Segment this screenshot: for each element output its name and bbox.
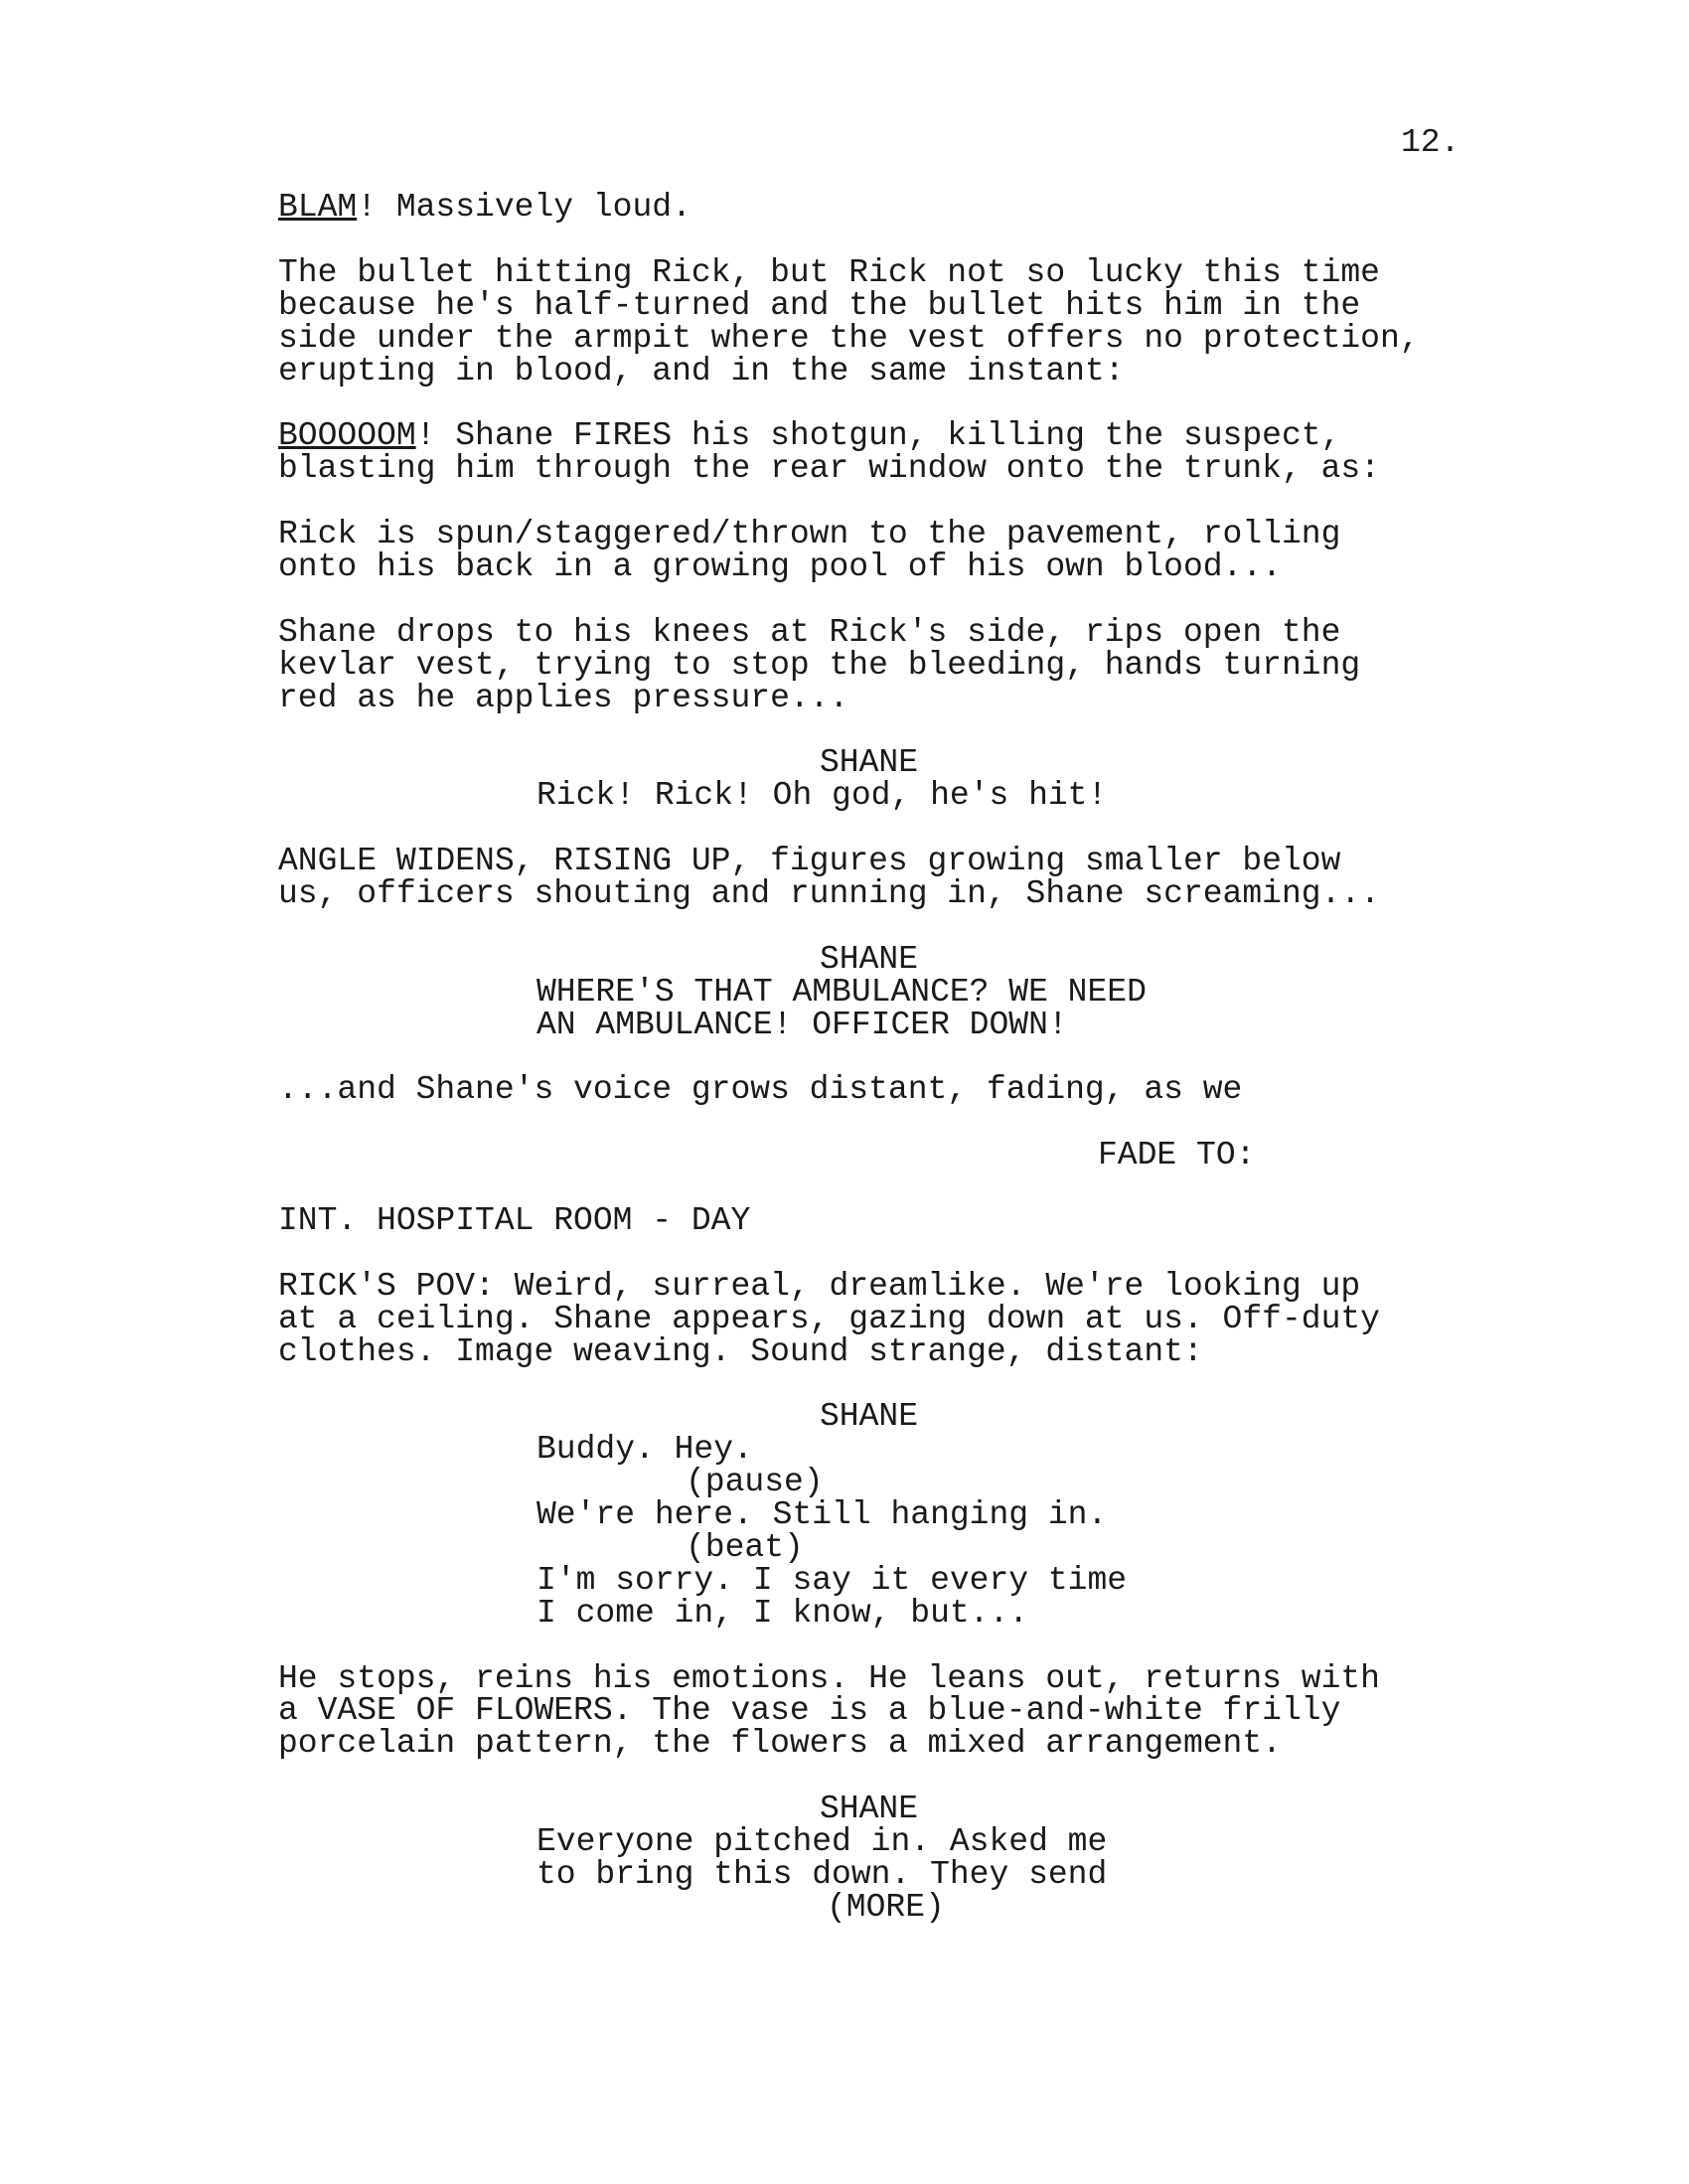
action-line xyxy=(278,1692,1341,1730)
action-line xyxy=(278,1332,1203,1370)
dialogue-line xyxy=(537,1825,1107,1858)
text-segment: RICK'S POV: Weird, surreal, dreamlike. We're looking up xyxy=(278,1267,1361,1305)
character-name: SHANE xyxy=(820,1791,919,1828)
underlined-sound-effect: BOOOOOM xyxy=(278,417,416,455)
text-segment: us, officers shouting and running in, Shane screaming... xyxy=(278,874,1380,912)
action-line xyxy=(278,1071,1243,1109)
text-segment: a VASE OF FLOWERS. The vase is a blue-and-white frilly xyxy=(278,1692,1341,1730)
action-line xyxy=(278,518,1340,550)
action-line xyxy=(278,253,1380,291)
action-line xyxy=(278,1201,751,1239)
parenthetical: (pause) xyxy=(686,1464,824,1501)
text-segment: side under the armpit where the vest offers no protection, xyxy=(278,319,1420,357)
text-segment: AN AMBULANCE! OFFICER DOWN! xyxy=(537,1006,1068,1043)
text-segment: WHERE'S THAT AMBULANCE? WE NEED xyxy=(537,973,1147,1011)
action-line xyxy=(278,1267,1361,1305)
text-segment: Buddy. Hey. xyxy=(537,1431,753,1469)
page-number: 12. xyxy=(1401,124,1460,161)
parenthetical: (beat) xyxy=(686,1528,804,1566)
action-line xyxy=(278,1300,1380,1337)
action-line xyxy=(278,191,691,224)
text-segment: The bullet hitting Rick, but Rick not so lucky this time xyxy=(278,253,1380,291)
text-segment: red as he applies pressure... xyxy=(278,679,849,716)
text-segment: ...and Shane's voice grows distant, fading, as we xyxy=(278,1071,1243,1109)
text-segment: Shane drops to his knees at Rick's side, rips open the xyxy=(278,613,1341,651)
text-segment: INT. HOSPITAL ROOM - DAY xyxy=(278,1201,751,1239)
dialogue-line xyxy=(537,1498,1107,1531)
action-line xyxy=(278,417,1341,455)
character-name: SHANE xyxy=(820,744,919,782)
dialogue-line xyxy=(537,1006,1068,1043)
action-line xyxy=(278,450,1380,488)
text-segment: onto his back in a growing pool of his own blood... xyxy=(278,547,1282,585)
text-segment: blasting him through the rear window onto the trunk, as: xyxy=(278,450,1380,488)
text-segment: ! Shane FIRES his shotgun, killing the suspect, xyxy=(415,417,1341,455)
text-segment: Rick is spun/staggered/thrown to the pavement, rolling xyxy=(278,516,1341,552)
text-segment: kevlar vest, trying to stop the bleeding, hands turning xyxy=(278,646,1361,684)
action-line xyxy=(278,874,1380,912)
more-continuation: (MORE) xyxy=(827,1888,945,1926)
text-segment: He stops, reins his emotions. He leans out, returns with xyxy=(278,1659,1380,1697)
text-segment: ! Massively loud. xyxy=(357,189,691,226)
text-segment: I'm sorry. I say it every time xyxy=(537,1561,1128,1599)
text-segment: because he's half-turned and the bullet hits him in the xyxy=(278,286,1361,324)
transition: FADE TO: xyxy=(1098,1137,1256,1174)
text-segment: erupting in blood, and in the same instant: xyxy=(278,352,1125,390)
dialogue-line xyxy=(537,973,1147,1011)
action-line xyxy=(278,352,1125,390)
text-segment: Everyone pitched in. Asked me xyxy=(537,1823,1108,1860)
action-line xyxy=(278,1725,1282,1763)
dialogue-line xyxy=(537,777,1108,815)
text-segment: at a ceiling. Shane appears, gazing down at us. Off-duty xyxy=(278,1300,1380,1337)
action-line xyxy=(278,845,1340,877)
action-line xyxy=(278,646,1361,684)
action-line xyxy=(278,1659,1380,1697)
action-line xyxy=(278,679,849,716)
action-line xyxy=(278,547,1282,585)
underlined-sound-effect: BLAM xyxy=(278,189,358,226)
action-line xyxy=(278,319,1420,357)
text-segment: I come in, I know, but... xyxy=(537,1594,1029,1632)
text-segment: clothes. Image weaving. Sound strange, distant: xyxy=(278,1332,1203,1370)
action-line xyxy=(278,613,1341,651)
dialogue-line xyxy=(537,1855,1108,1893)
dialogue-line xyxy=(537,1594,1029,1632)
text-segment: porcelain pattern, the flowers a mixed arrangement. xyxy=(278,1725,1282,1763)
text-segment: We're here. Still hanging in. xyxy=(537,1496,1108,1533)
character-name: SHANE xyxy=(820,940,919,978)
text-segment: to bring this down. They send xyxy=(537,1855,1108,1893)
character-name: SHANE xyxy=(820,1398,919,1436)
text-segment: ANGLE WIDENS, RISING UP, figures growing smaller below xyxy=(278,843,1341,879)
action-line xyxy=(278,286,1361,324)
dialogue-line xyxy=(537,1431,753,1469)
dialogue-line xyxy=(537,1561,1128,1599)
text-segment: Rick! Rick! Oh god, he's hit! xyxy=(537,777,1108,815)
